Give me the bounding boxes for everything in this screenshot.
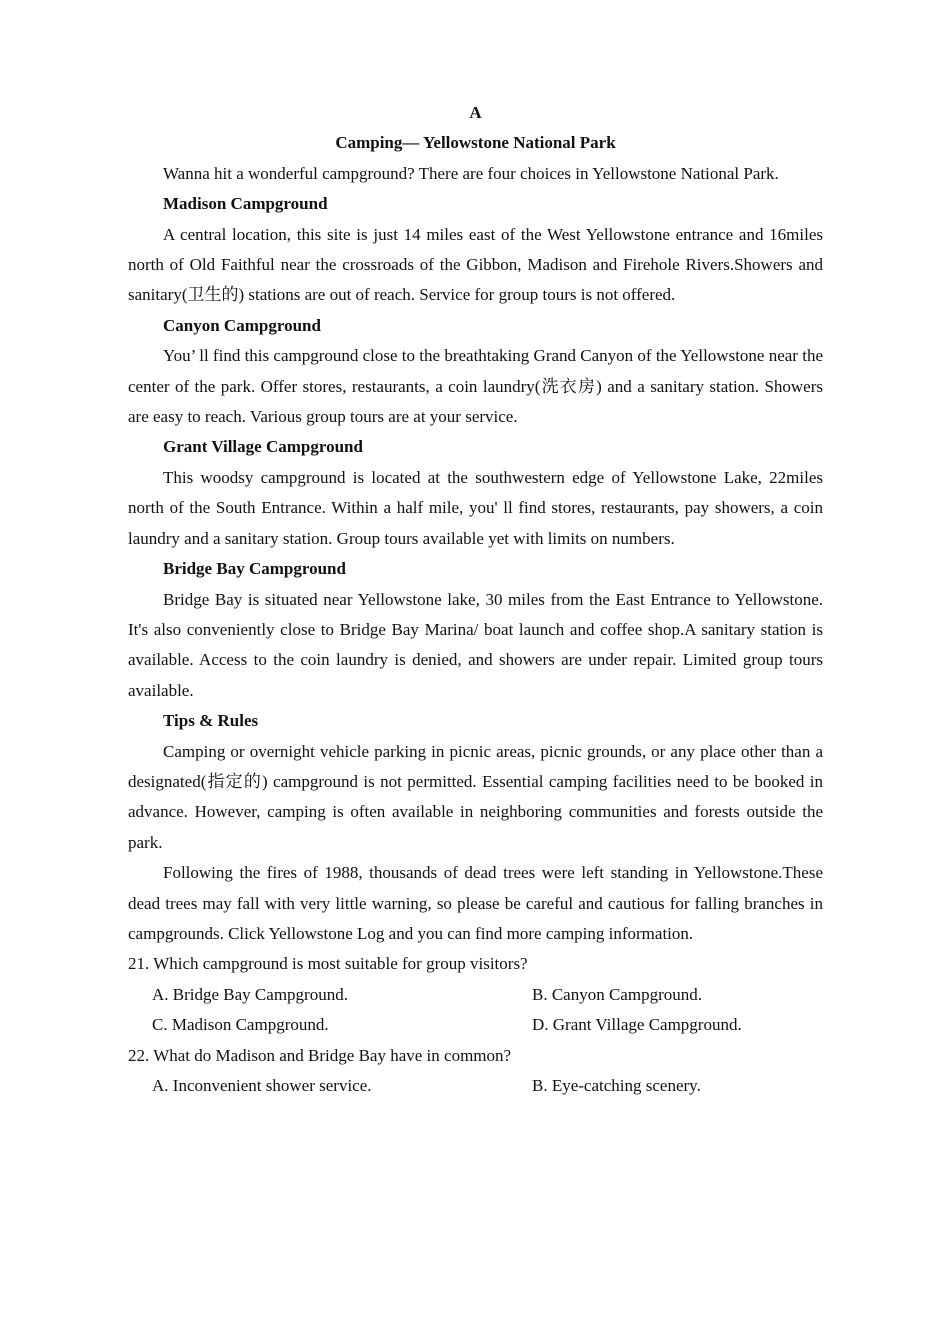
question-22-option-b: B. Eye-catching scenery. [532, 1076, 701, 1095]
question-21-options-row-1 [128, 980, 823, 1010]
campground-text-madison: A central location, this site is just 14 miles east of the West Yellowstone entrance and 16miles north of Old Faithful near the crossroads of the Gibbon, Madison and Firehole Rivers.Showers and sanitary(卫生的) stations are out of reach. Service for group tours is not offered. [128, 224, 823, 305]
question-22-options-row-1 [128, 1071, 823, 1101]
tips-paragraph-1: Camping or overnight vehicle parking in picnic areas, picnic grounds, or any place other than a designated(指定的) campground is not permitted. Essential camping facilities need to be booked in advance. However, camping is often available in neighboring communities and forests outside the park. [128, 741, 823, 852]
question-22-option-a: A. Inconvenient shower service. [152, 1076, 372, 1095]
document-page [128, 98, 823, 1101]
campground-text-bridge-bay: Bridge Bay is situated near Yellowstone lake, 30 miles from the East Entrance to Yellowstone. It's also conveniently close to Bridge Bay Marina/ boat launch and coffee shop.A sanitary station is available. Access to the coin laundry is denied, and showers are under repair. Limited group tours available. [128, 589, 823, 700]
campground-text-canyon: You’ ll find this campground close to the breathtaking Grand Canyon of the Yellowstone near the center of the park. Offer stores, restaurants, a coin laundry(洗衣房) and a sanitary station. Showers are easy to reach. Various group tours are at your service. [128, 346, 823, 427]
passage-title: Camping— Yellowstone National Park [335, 133, 616, 153]
campground-heading-canyon: Canyon Campground [163, 315, 321, 335]
campground-text-grant-village: This woodsy campground is located at the southwestern edge of Yellowstone Lake, 22miles north of the South Entrance. Within a half mile, you' ll find stores, restaurants, pay showers, a coin laundry and a sanitary station. Group tours available yet with limits on numbers. [128, 467, 823, 548]
question-21-option-c: C. Madison Campground. [152, 1015, 329, 1035]
campground-heading-madison: Madison Campground [163, 194, 328, 214]
tips-paragraph-2: Following the fires of 1988, thousands of dead trees were left standing in Yellowstone.These dead trees may fall with very little warning, so please be careful and cautious for falling branches in campgrounds. Click Yellowstone Log and you can find more camping information. [128, 863, 823, 943]
tips-heading: Tips & Rules [163, 711, 259, 731]
question-21-option-d: D. Grant Village Campground. [532, 1015, 742, 1035]
section-letter: A [469, 103, 482, 122]
question-21-options-row-2 [128, 1010, 823, 1040]
question-21-stem: 21. Which campground is most suitable for group visitors? [128, 954, 528, 974]
intro-paragraph: Wanna hit a wonderful campground? There are four choices in Yellowstone National Park. [163, 163, 779, 183]
campground-heading-bridge-bay: Bridge Bay Campground [163, 559, 346, 579]
campground-heading-grant-village: Grant Village Campground [163, 437, 363, 457]
question-22-stem: 22. What do Madison and Bridge Bay have in common? [128, 1045, 512, 1065]
question-21-option-a: A. Bridge Bay Campground. [152, 984, 348, 1004]
question-21-option-b: B. Canyon Campground. [532, 984, 702, 1004]
